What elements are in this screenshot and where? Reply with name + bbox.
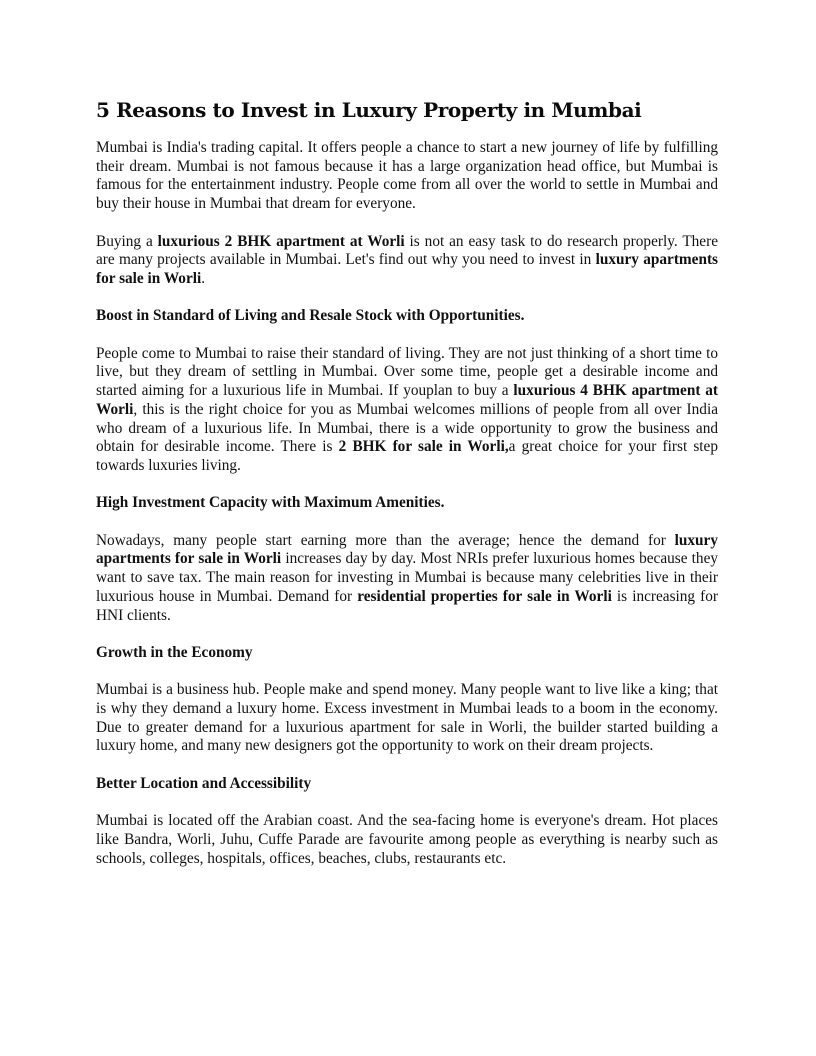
text-segment: .	[201, 269, 206, 287]
text-segment: increases day by day. Most NRIs prefer luxurious homes because they want to save tax. The main reason for investing in Mumbai is because many celebrities live in their luxurious house in Mumbai. Demand for	[96, 550, 719, 605]
document-body	[96, 97, 718, 887]
paragraph-investment-capacity	[96, 532, 718, 626]
keyword-luxury-apartments: luxury apartments for sale in Worli	[96, 531, 718, 568]
text-segment: , this is the right choice for you as Mumbai welcomes millions of people from all over India who dream of a luxurious life. In Mumbai, there is a wide opportunity to grow the business and obtain for desirable income. There is	[96, 400, 718, 456]
text-segment: Nowadays, many people start earning more than the average; hence the demand for	[96, 531, 675, 549]
intro-paragraph: Mumbai is India's trading capital. It offers people a chance to start a new journey of life by fulfilling their dream. Mumbai is not famous because it has a large organization head office, but Mumbai is famous for the entertainment industry. People come from all over the world to settle in Mumbai and buy their house in Mumbai that dream for everyone.	[96, 139, 718, 213]
paragraph-buying	[96, 233, 718, 289]
paragraph-economy: Mumbai is a business hub. People make and spend money. Many people want to live like a king; that is why they demand a luxury home. Excess investment in Mumbai leads to a boom in the economy. Due to greater demand for a luxurious apartment for sale in Worli, the builder started building a luxury home, and many new designers got the opportunity to work on their dream projects.	[96, 681, 718, 755]
text-segment: Buying a	[96, 232, 158, 250]
keyword-luxury-apartments: luxury apartments for sale in Worli	[96, 251, 718, 287]
text-segment: is increasing for HNI clients.	[96, 587, 718, 624]
keyword-4bhk-worli: luxurious 4 BHK apartment at Worli	[96, 382, 718, 418]
page-title: 5 Reasons to Invest in Luxury Property in Mumbai	[96, 98, 642, 122]
text-segment: a great choice for your first step towards luxuries living.	[96, 438, 718, 474]
text-segment: is not an easy task to do research properly. There are many projects available in Mumbai. Let's find out why you need to invest in	[96, 232, 718, 269]
section-heading-standard-of-living: Boost in Standard of Living and Resale Stock with Opportunities.	[96, 307, 525, 325]
keyword-2bhk-for-sale: 2 BHK for sale in Worli,	[338, 438, 509, 456]
paragraph-location: Mumbai is located off the Arabian coast. And the sea-facing home is everyone's dream. Hot places like Bandra, Worli, Juhu, Cuffe Parade are favourite among people as everything is nearby such as schools, colleges, hospitals, offices, beaches, clubs, restaurants etc.	[96, 812, 718, 867]
keyword-2bhk-worli: luxurious 2 BHK apartment at Worli	[157, 232, 405, 250]
section-heading-economy: Growth in the Economy	[96, 643, 253, 661]
text-segment: People come to Mumbai to raise their standard of living. They are not just thinking of a short time to live, but they dream of settling in Mumbai. Over some time, people get a desirable income and started aiming for a luxurious life in Mumbai. If youplan to buy a	[96, 344, 718, 400]
keyword-residential-properties: residential properties for sale in Worli	[357, 587, 612, 605]
paragraph-standard-of-living	[96, 345, 718, 476]
section-heading-investment-capacity: High Investment Capacity with Maximum Amenities.	[96, 494, 445, 512]
section-heading-location: Better Location and Accessibility	[96, 774, 312, 792]
